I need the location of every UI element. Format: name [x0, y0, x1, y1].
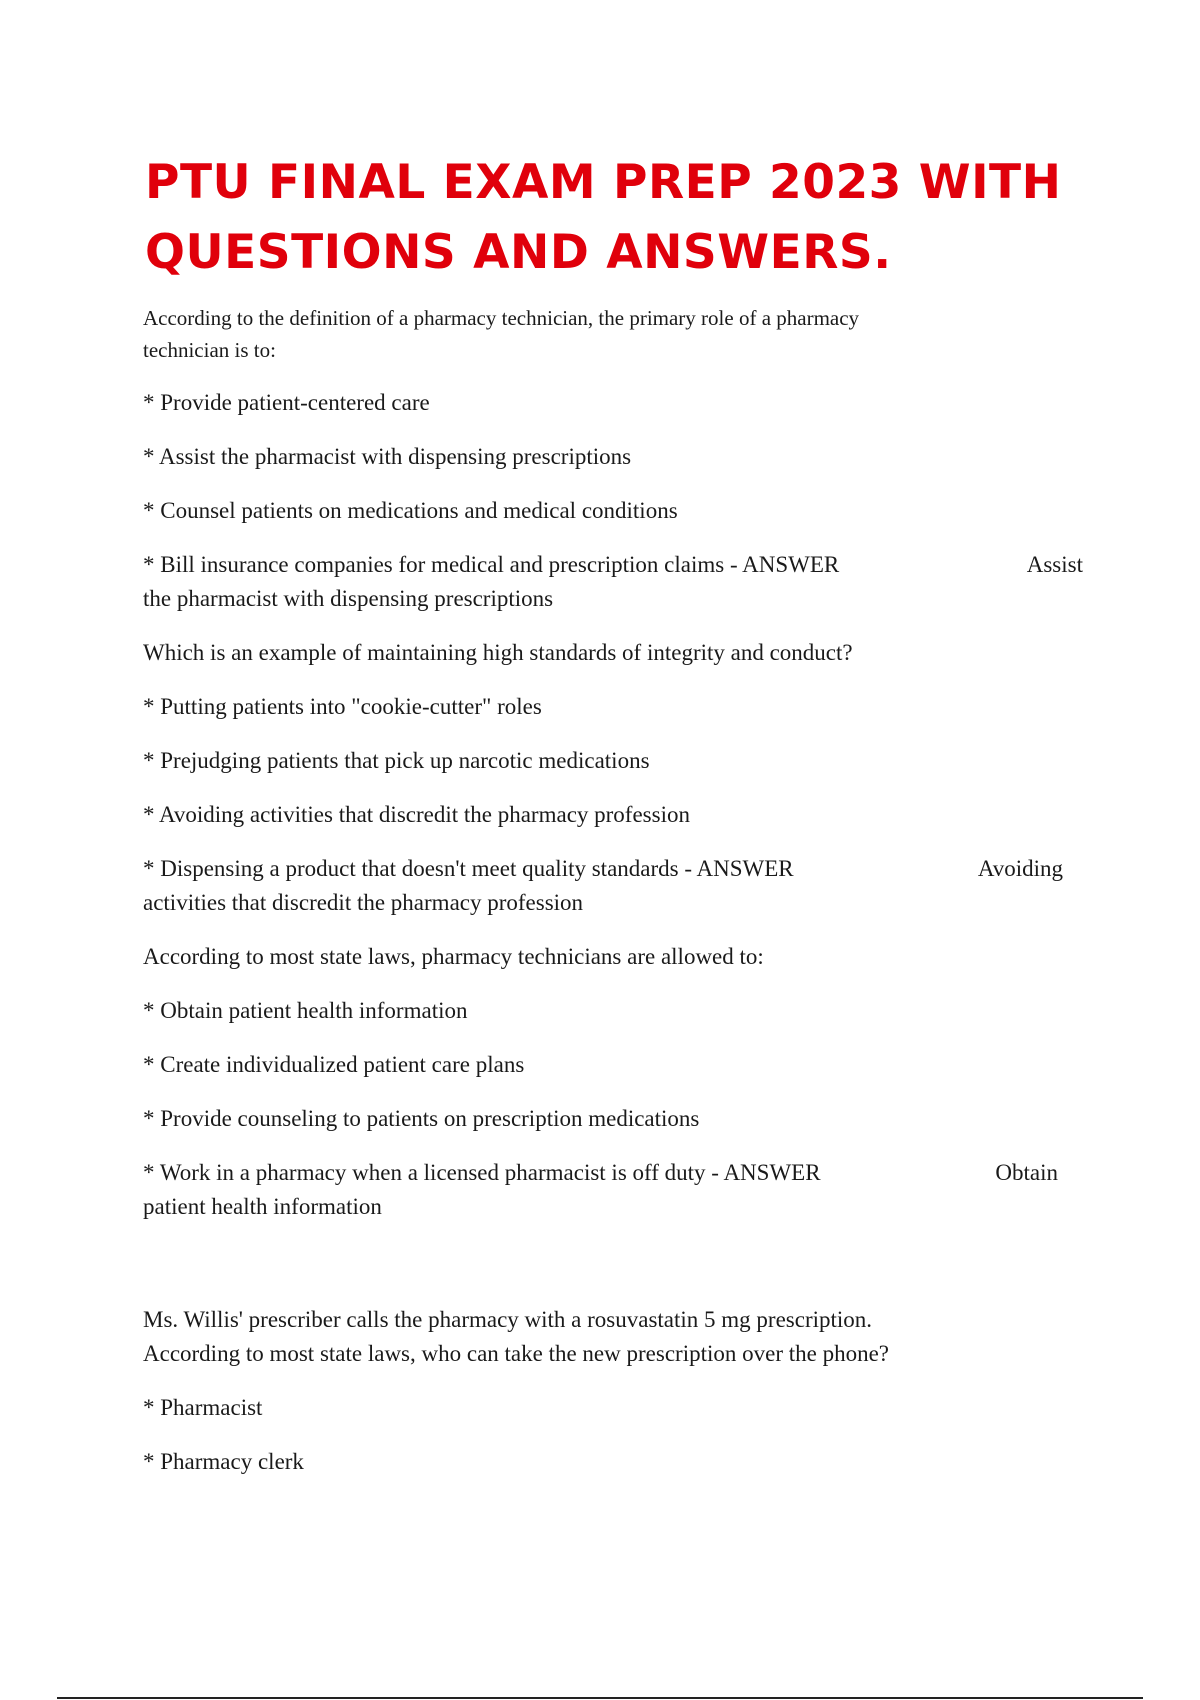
- answer-text: the pharmacist with dispensing prescriptions: [143, 586, 554, 611]
- question-text: technician is to:: [143, 338, 276, 362]
- answer-row: [143, 1156, 1083, 1190]
- question-block-3: [143, 940, 1083, 1224]
- title-line-1: PTU FINAL EXAM PREP 2023 WITH: [145, 155, 1062, 210]
- option-item: * Provide patient-centered care: [143, 390, 430, 415]
- answer-text: patient health information: [143, 1194, 382, 1219]
- answer-lead: Assist: [1026, 552, 1083, 577]
- option-item: * Create individualized patient care plans: [143, 1052, 525, 1077]
- answer-text: activities that discredit the pharmacy profession: [143, 890, 584, 915]
- option-item: * Counsel patients on medications and medical conditions: [143, 498, 678, 523]
- question-text: According to most state laws, pharmacy technicians are allowed to:: [143, 944, 764, 969]
- answer-lead: Avoiding: [977, 856, 1063, 881]
- option-item: * Prejudging patients that pick up narcotic medications: [143, 748, 650, 773]
- option-item: * Provide counseling to patients on prescription medications: [143, 1106, 700, 1131]
- option-item: * Avoiding activities that discredit the pharmacy profession: [143, 802, 690, 827]
- option-item: * Putting patients into "cookie-cutter" roles: [143, 694, 542, 719]
- option-item: * Dispensing a product that doesn't meet quality standards - ANSWER: [143, 856, 794, 881]
- option-item: * Pharmacist: [143, 1395, 263, 1420]
- answer-row: [143, 852, 1083, 886]
- document-body: [143, 302, 1083, 1479]
- option-item: * Pharmacy clerk: [143, 1449, 304, 1474]
- option-item: * Assist the pharmacist with dispensing prescriptions: [143, 444, 632, 469]
- question-block-1: [143, 302, 1083, 616]
- footer-divider: [57, 1697, 1143, 1699]
- question-text: According to the definition of a pharmacy technician, the primary role of a pharmacy: [143, 306, 860, 330]
- answer-lead: Obtain: [995, 1160, 1058, 1185]
- question-block-2: [143, 636, 1083, 920]
- question-text: Ms. Willis' prescriber calls the pharmacy with a rosuvastatin 5 mg prescription.: [143, 1307, 873, 1332]
- title-line-2: QUESTIONS AND ANSWERS.: [145, 225, 892, 280]
- question-text: Which is an example of maintaining high standards of integrity and conduct?: [143, 640, 853, 665]
- option-item: * Bill insurance companies for medical and prescription claims - ANSWER: [143, 552, 840, 577]
- option-item: * Work in a pharmacy when a licensed pharmacist is off duty - ANSWER: [143, 1160, 821, 1185]
- question-text: According to most state laws, who can take the new prescription over the phone?: [143, 1341, 889, 1366]
- option-item: * Obtain patient health information: [143, 998, 468, 1023]
- question-block-4: [143, 1303, 1083, 1479]
- answer-row: [143, 548, 1083, 582]
- document-title: [145, 148, 1105, 288]
